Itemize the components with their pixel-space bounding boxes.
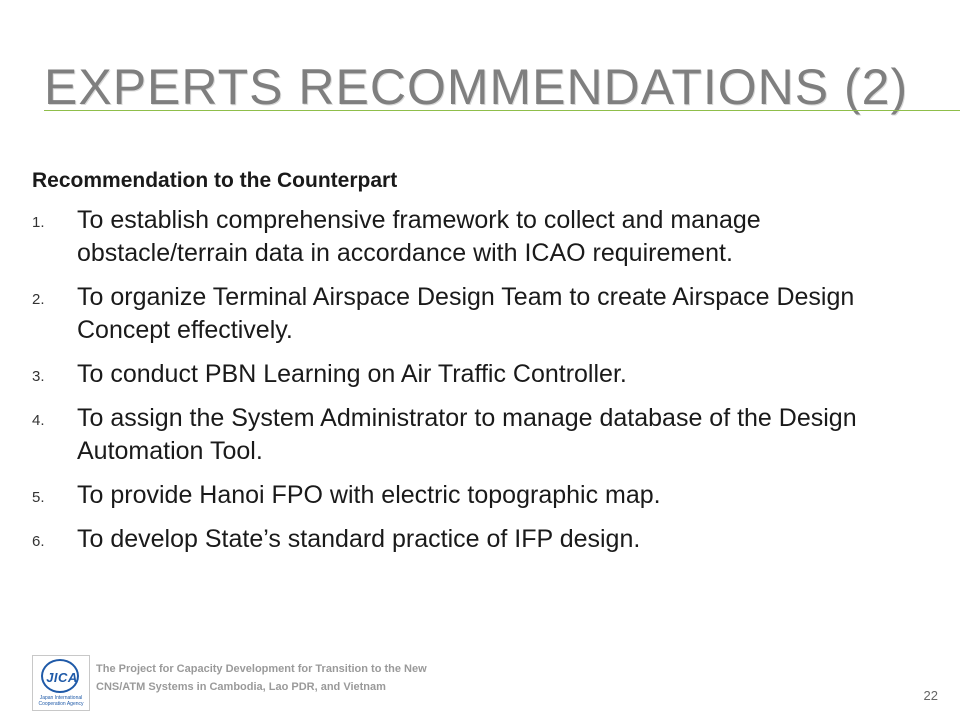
item-number: 2. <box>32 291 45 308</box>
slide-body <box>32 168 932 567</box>
item-number: 3. <box>32 368 45 385</box>
recommendation-item <box>32 479 932 512</box>
recommendation-item <box>32 523 932 556</box>
item-text: To conduct PBN Learning on Air Traffic Controller. <box>77 360 627 388</box>
recommendation-item <box>32 204 932 270</box>
item-text: To assign the System Administrator to manage database of the Design Automation Tool. <box>77 404 857 465</box>
project-footer-text: The Project for Capacity Development for Transition to the New CNS/ATM Systems in Cambodia, Lao PDR, and Vietnam <box>96 663 427 693</box>
item-number: 4. <box>32 412 45 429</box>
logo-subtitle: Japan International Cooperation Agency <box>38 695 84 707</box>
item-number: 1. <box>32 214 45 231</box>
item-number: 5. <box>32 489 45 506</box>
item-text: To establish comprehensive framework to collect and manage obstacle/terrain data in accordance with ICAO requirement. <box>77 206 761 267</box>
slide-title: EXPERTS RECOMMENDATIONS (2) <box>44 59 909 115</box>
item-text: To develop State’s standard practice of IFP design. <box>77 525 641 553</box>
item-text: To organize Terminal Airspace Design Team to create Airspace Design Concept effectively. <box>77 283 855 344</box>
recommendation-item <box>32 358 932 391</box>
recommendation-item <box>32 402 932 468</box>
jica-logo <box>32 655 90 711</box>
recommendation-list <box>32 204 932 556</box>
title-divider <box>44 110 960 111</box>
logo-mark: JICA <box>46 670 78 685</box>
recommendation-item <box>32 281 932 347</box>
item-text: To provide Hanoi FPO with electric topographic map. <box>77 481 661 509</box>
item-number: 6. <box>32 533 45 550</box>
page-number: 22 <box>923 688 938 703</box>
logo-emblem-icon <box>41 659 79 693</box>
section-heading: Recommendation to the Counterpart <box>32 169 398 192</box>
